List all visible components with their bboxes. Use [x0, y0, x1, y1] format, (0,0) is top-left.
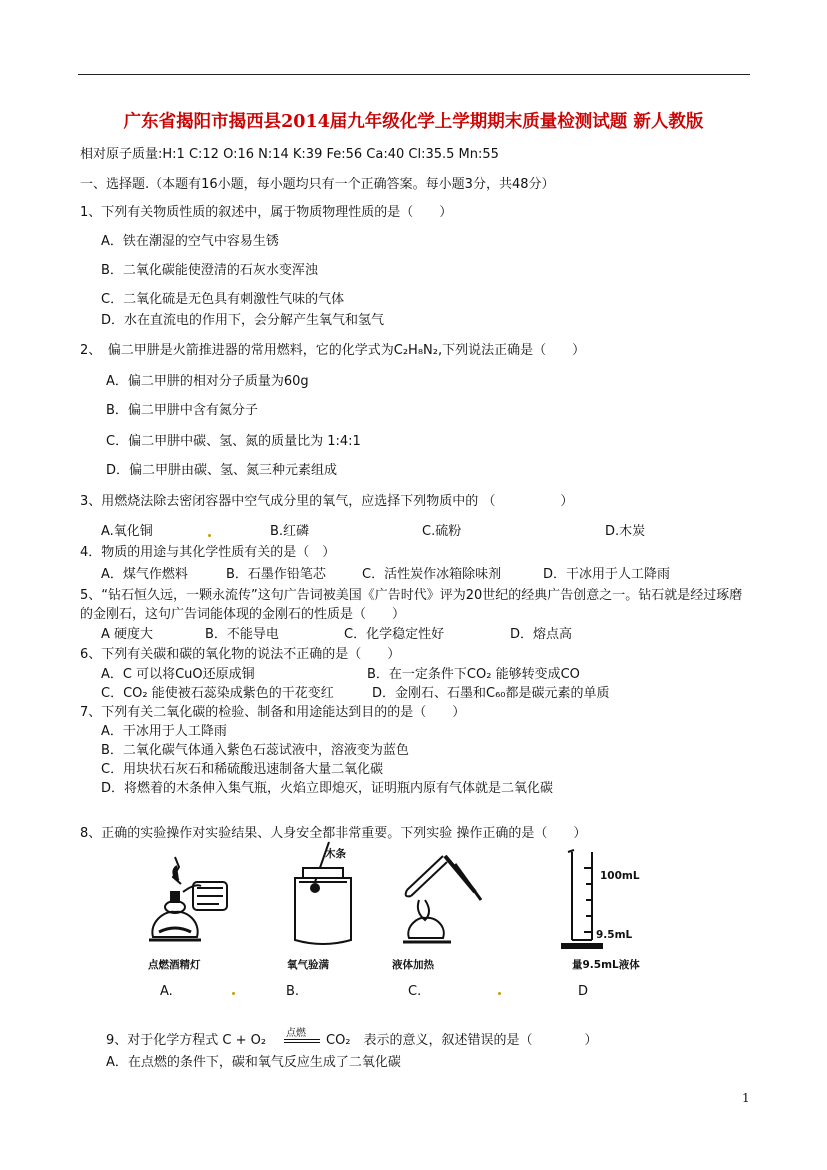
q6-option-a: A．C 可以将CuO还原成铜: [101, 667, 255, 682]
q8-option-c: C.: [408, 984, 422, 999]
figure-a-caption: 点燃酒精灯: [148, 959, 201, 971]
q1-option-a: A．铁在潮湿的空气中容易生锈: [101, 234, 279, 249]
q3-option-a: A.氧化铜: [101, 524, 153, 539]
q6-stem: 6、下列有关碳和碳的氧化物的说法不正确的是（ ）: [80, 647, 401, 662]
q1-option-b: B．二氧化碳能使澄清的石灰水变浑浊: [101, 263, 318, 278]
q2-option-d: D．偏二甲肼由碳、氢、氮三种元素组成: [106, 463, 338, 478]
q9-stem-suffix: CO₂ 表示的意义，叙述错误的是（ ）: [326, 1033, 598, 1048]
q7-stem: 7、下列有关二氧化碳的检验、制备和用途能达到目的的是（ ）: [80, 705, 466, 720]
q8-stem: 8、正确的实验操作对实验结果、人身安全都非常重要。下列实验 操作正确的是（ ）: [80, 826, 587, 841]
q5-option-a: A 硬度大: [101, 627, 154, 642]
stray-dot: [498, 992, 501, 995]
q3-option-c: C.硫粉: [422, 524, 462, 539]
atomic-masses: 相对原子质量:H:1 C:12 O:16 N:14 K:39 Fe:56 Ca:40 Cl:35.5 Mn:55: [80, 147, 499, 162]
q9-option-a: A．在点燃的条件下，碳和氧气反应生成了二氧化碳: [106, 1055, 401, 1070]
q1-stem: 1、下列有关物质性质的叙述中，属于物质物理性质的是（ ）: [80, 205, 453, 220]
q8-option-a: A.: [160, 984, 173, 999]
q7-option-c: C．用块状石灰石和稀硫酸迅速制备大量二氧化碳: [101, 762, 384, 777]
wood-strip-label: 木条: [325, 848, 346, 860]
q7-option-d: D．将燃着的木条伸入集气瓶，火焰立即熄灭，证明瓶内原有气体就是二氧化碳: [101, 781, 554, 796]
q7-option-b: B．二氧化碳气体通入紫色石蕊试液中，溶液变为蓝色: [101, 743, 409, 758]
q3-option-b: B.红磷: [270, 524, 310, 539]
q5-option-b: B．不能导电: [205, 627, 279, 642]
q9-reaction-condition: 点燃: [286, 1028, 306, 1039]
q6-option-b: B．在一定条件下CO₂ 能够转变成CO: [367, 667, 580, 682]
header-rule: [78, 74, 750, 75]
q4-option-d: D．干冰用于人工降雨: [543, 567, 671, 582]
q8-option-d: D: [578, 984, 589, 999]
document-title: 广东省揭阳市揭西县2014届九年级化学上学期期末质量检测试题 新人教版: [123, 112, 704, 132]
q4-stem: 4．物质的用途与其化学性质有关的是（ ）: [80, 545, 336, 560]
cylinder-bottom-mark: 9.5mL: [596, 929, 633, 941]
stray-dot: [208, 534, 211, 537]
q6-option-d: D．金刚石、石墨和C₆₀都是碳元素的单质: [372, 686, 610, 701]
q3-stem: 3、用燃烧法除去密闭容器中空气成分里的氧气，应选择下列物质中的 （ ）: [80, 494, 574, 509]
q5-option-d: D．熔点高: [510, 627, 573, 642]
figure-b-caption: 氧气验满: [287, 959, 329, 971]
stray-dot: [232, 992, 235, 995]
figure-d-caption: 量9.5mL液体: [572, 959, 640, 971]
q4-option-b: B．石墨作铅笔芯: [226, 567, 326, 582]
figure-c-caption: 液体加热: [392, 959, 434, 971]
q7-option-a: A．干冰用于人工降雨: [101, 724, 227, 739]
section-heading: 一、选择题.（本题有16小题，每小题均只有一个正确答案。每小题3分，共48分）: [80, 177, 555, 192]
q3-option-d: D.木炭: [605, 524, 646, 539]
q5-stem: 5、“钻石恒久远，一颗永流传”这句广告词被美国《广告时代》评为20世纪的经典广告创意之一。钻石就是经过琢磨的金刚石，这句广告词能体现的金刚石的性质是（ ）: [80, 588, 743, 622]
figure-a-alcohol-lamp: [135, 852, 235, 952]
q4-option-a: A．煤气作燃料: [101, 567, 188, 582]
q1-option-d: D．水在直流电的作用下，会分解产生氧气和氢气: [101, 313, 385, 328]
q9-equation-bar-top: [284, 1039, 320, 1040]
q9-stem-prefix: 9、对于化学方程式 C + O₂: [106, 1033, 267, 1048]
figure-c-heating-tube: [395, 850, 505, 950]
q1-option-c: C．二氧化硫是无色具有刺激性气味的气体: [101, 292, 345, 307]
q4-option-c: C．活性炭作冰箱除味剂: [362, 567, 502, 582]
q9-equation-bar-bottom: [284, 1042, 320, 1043]
cylinder-top-mark: 100mL: [600, 870, 640, 882]
q2-option-b: B．偏二甲肼中含有氮分子: [106, 403, 258, 418]
q8-option-b: B.: [286, 984, 300, 999]
q2-option-c: C．偏二甲肼中碳、氢、氮的质量比为 1:4:1: [106, 434, 361, 449]
q2-option-a: A．偏二甲肼的相对分子质量为60g: [106, 374, 309, 389]
q5-option-c: C．化学稳定性好: [344, 627, 445, 642]
q2-stem: 2、 偏二甲肼是火箭推进器的常用燃料，它的化学式为C₂H₈N₂,下列说法正确是（ ）: [80, 343, 586, 358]
page-number: 1: [742, 1091, 750, 1105]
q6-option-c: C．CO₂ 能使被石蕊染成紫色的干花变红: [101, 686, 334, 701]
